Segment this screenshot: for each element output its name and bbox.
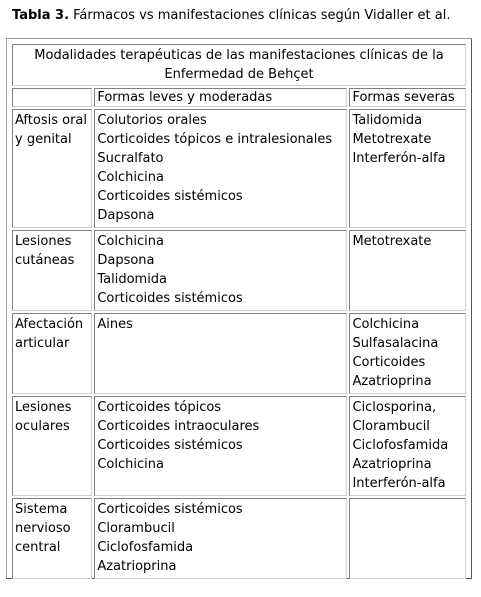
cell-line: Lesiones bbox=[15, 400, 72, 415]
table-title-line: Modalidades terapéuticas de las manifestaciones clínicas de la bbox=[34, 48, 444, 63]
mild-treatments-cell bbox=[94, 498, 347, 579]
manifestation-cell bbox=[12, 498, 92, 579]
cell-line: Colchicina bbox=[352, 317, 420, 332]
cell-line: Corticoides sistémicos bbox=[97, 502, 243, 517]
severe-treatments-cell-empty bbox=[349, 498, 466, 579]
mild-treatments-cell bbox=[94, 109, 347, 228]
cell-line: Interferón-alfa bbox=[352, 151, 446, 166]
cell-line: Corticoides intraoculares bbox=[97, 419, 260, 434]
caption-label: Tabla 3. bbox=[12, 8, 70, 23]
cell-line: Dapsona bbox=[97, 253, 155, 268]
table-row bbox=[12, 396, 466, 496]
mild-treatments-cell bbox=[94, 396, 347, 496]
manifestation-cell bbox=[12, 396, 92, 496]
cell-line: Corticoides sistémicos bbox=[97, 291, 243, 306]
cell-line: cutáneas bbox=[15, 253, 75, 268]
cell-line: Ciclosporina, bbox=[352, 400, 437, 415]
cell-line: y genital bbox=[15, 132, 72, 147]
cell-line: Dapsona bbox=[97, 208, 155, 223]
severe-treatments-cell bbox=[349, 396, 466, 496]
cell-line: Colchicina bbox=[97, 234, 164, 249]
manifestation-cell bbox=[12, 109, 92, 228]
cell-line: Clorambucil bbox=[97, 521, 175, 536]
column-header-empty bbox=[12, 88, 92, 107]
cell-line: Corticoides sistémicos bbox=[97, 189, 243, 204]
table-caption bbox=[12, 6, 450, 26]
severe-treatments-cell bbox=[349, 313, 466, 394]
mild-treatments-cell bbox=[94, 230, 347, 311]
cell-line: Talidomida bbox=[97, 272, 168, 287]
mild-treatments-cell bbox=[94, 313, 347, 394]
cell-line: Lesiones bbox=[15, 234, 72, 249]
cell-line: Afectación bbox=[15, 317, 84, 332]
cell-line: Corticoides tópicos bbox=[97, 400, 222, 415]
cell-line: nervioso bbox=[15, 521, 71, 536]
manifestation-cell bbox=[12, 313, 92, 394]
cell-line: Ciclofosfamida bbox=[97, 540, 194, 555]
cell-line: Corticoides tópicos e intralesionales bbox=[97, 132, 333, 147]
cell-line: Ciclofosfamida bbox=[352, 438, 449, 453]
severe-treatments-cell bbox=[349, 109, 466, 228]
cell-line: Azatrioprina bbox=[352, 457, 432, 472]
table-row bbox=[12, 109, 466, 228]
cell-line: Talidomida bbox=[352, 113, 423, 128]
cell-line: Sulfasalacina bbox=[352, 336, 439, 351]
table-row bbox=[12, 498, 466, 579]
cell-line: Sucralfato bbox=[97, 151, 164, 166]
column-header-mild: Formas leves y moderadas bbox=[94, 88, 347, 107]
cell-line: Azatrioprina bbox=[97, 559, 177, 574]
cell-line: Clorambucil bbox=[352, 419, 430, 434]
cell-line: Corticoides bbox=[352, 355, 426, 370]
title-row bbox=[12, 44, 466, 86]
cell-line: Aines bbox=[97, 317, 133, 332]
cell-line: Metotrexate bbox=[352, 132, 432, 147]
table-row bbox=[12, 313, 466, 394]
cell-line: Sistema bbox=[15, 502, 68, 517]
severe-treatments-cell bbox=[349, 230, 466, 311]
cell-line: central bbox=[15, 540, 61, 555]
cell-line: Colchicina bbox=[97, 170, 164, 185]
caption-text: Fármacos vs manifestaciones clínicas según Vidaller et al. bbox=[69, 8, 451, 23]
cell-line: Azatrioprina bbox=[352, 374, 432, 389]
header-row bbox=[12, 88, 466, 107]
therapy-table bbox=[10, 42, 468, 581]
cell-line: articular bbox=[15, 336, 70, 351]
table-frame bbox=[6, 38, 472, 579]
cell-line: Aftosis oral bbox=[15, 113, 87, 128]
column-header-severe: Formas severas bbox=[349, 88, 466, 107]
cell-line: Interferón-alfa bbox=[352, 476, 446, 491]
cell-line: Metotrexate bbox=[352, 234, 432, 249]
manifestation-cell bbox=[12, 230, 92, 311]
cell-line: Colutorios orales bbox=[97, 113, 207, 128]
cell-line: Colchicina bbox=[97, 457, 164, 472]
cell-line: oculares bbox=[15, 419, 70, 434]
table-title bbox=[12, 44, 466, 86]
table-row bbox=[12, 230, 466, 311]
table-title-line: Enfermedad de Behçet bbox=[164, 67, 314, 82]
cell-line: Corticoides sistémicos bbox=[97, 438, 243, 453]
